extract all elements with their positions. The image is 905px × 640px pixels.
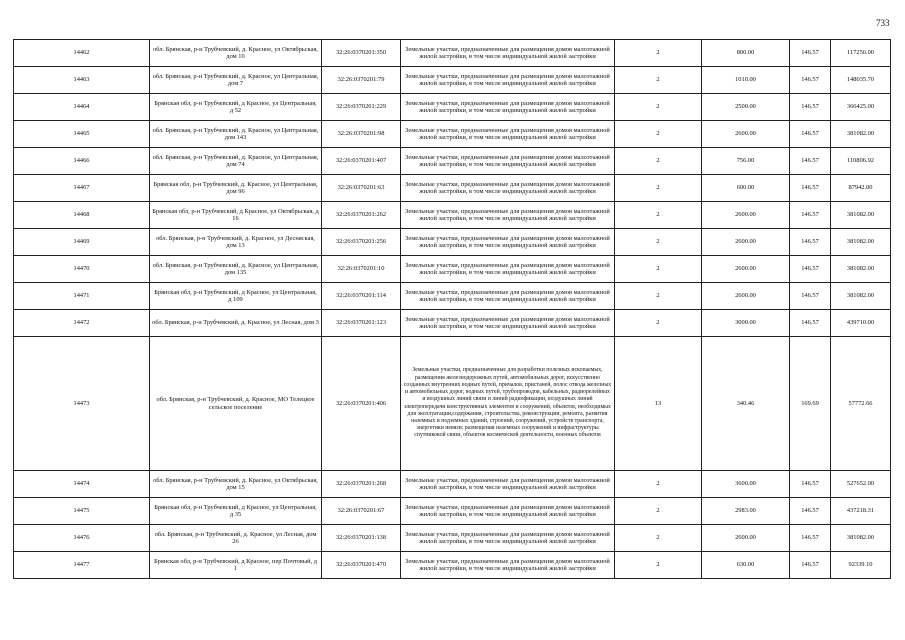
area-cell: 800.00 <box>702 40 790 67</box>
table-row <box>14 94 891 121</box>
area-cell: 2500.00 <box>702 94 790 121</box>
address-cell: обл. Брянская, р-н Трубчевский, д. Красное, ул Десняская, дом 13 <box>150 229 322 256</box>
address-cell: Брянская обл, р-н Трубчевский, д Красное, пер Почтовый, д 1 <box>150 552 322 579</box>
cadastral-value-cell: 117256.00 <box>831 40 891 67</box>
cadastral-number-cell: 32:26:0370201:67 <box>322 498 401 525</box>
area-cell: 2600.00 <box>702 283 790 310</box>
cadastral-number-cell: 32:26:0370201:262 <box>322 202 401 229</box>
record-number-cell: 14469 <box>14 229 150 256</box>
table-row <box>14 40 891 67</box>
rate-cell: 146.57 <box>790 525 831 552</box>
rate-cell: 146.57 <box>790 310 831 337</box>
record-number-cell: 14462 <box>14 40 150 67</box>
area-cell: 2600.00 <box>702 229 790 256</box>
land-use-cell: Земельные участки, предназначенные для размещения домов малоэтажной жилой застройки, в том числе индивидуальной жилой застройки <box>401 67 615 94</box>
use-code-cell: 2 <box>615 498 702 525</box>
cadastral-registry-table <box>13 39 891 579</box>
area-cell: 2600.00 <box>702 256 790 283</box>
cadastral-value-cell: 381082.00 <box>831 525 891 552</box>
rate-cell: 146.57 <box>790 552 831 579</box>
cadastral-value-cell: 92339.10 <box>831 552 891 579</box>
cadastral-number-cell: 32:26:0370201:470 <box>322 552 401 579</box>
table-row <box>14 256 891 283</box>
cadastral-number-cell: 32:26:0370201:256 <box>322 229 401 256</box>
cadastral-number-cell: 32:26:0370201:123 <box>322 310 401 337</box>
cadastral-value-cell: 439710.00 <box>831 310 891 337</box>
cadastral-number-cell: 32:26:0370201:407 <box>322 148 401 175</box>
cadastral-value-cell: 381082.00 <box>831 121 891 148</box>
table-row <box>14 471 891 498</box>
address-cell: обл. Брянская, р-н Трубчевский, д. Красное, МО Телецкое сельское поселение <box>150 337 322 471</box>
land-use-cell: Земельные участки, предназначенные для размещения домов малоэтажной жилой застройки, в том числе индивидуальной жилой застройки <box>401 121 615 148</box>
area-cell: 756.00 <box>702 148 790 175</box>
land-use-cell: Земельные участки, предназначенные для размещения домов малоэтажной жилой застройки, в том числе индивидуальной жилой застройки <box>401 148 615 175</box>
land-use-cell: Земельные участки, предназначенные для размещения домов малоэтажной жилой застройки, в том числе индивидуальной жилой застройки <box>401 310 615 337</box>
rate-cell: 146.57 <box>790 283 831 310</box>
use-code-cell: 2 <box>615 525 702 552</box>
area-cell: 340.46 <box>702 337 790 471</box>
record-number-cell: 14466 <box>14 148 150 175</box>
land-use-cell: Земельные участки, предназначенные для размещения домов малоэтажной жилой застройки, в том числе индивидуальной жилой застройки <box>401 283 615 310</box>
cadastral-number-cell: 32:26:0370201:114 <box>322 283 401 310</box>
use-code-cell: 2 <box>615 148 702 175</box>
use-code-cell: 2 <box>615 202 702 229</box>
address-cell: Брянская обл, р-н Трубчевский, д Красное, ул Центральная, д 109 <box>150 283 322 310</box>
address-cell: обл. Брянская, р-н Трубчевский, д. Красное, ул Центральная, дом 135 <box>150 256 322 283</box>
area-cell: 630.00 <box>702 552 790 579</box>
area-cell: 3000.00 <box>702 310 790 337</box>
rate-cell: 146.57 <box>790 67 831 94</box>
rate-cell: 146.57 <box>790 202 831 229</box>
table-row <box>14 552 891 579</box>
rate-cell: 146.57 <box>790 94 831 121</box>
table-row <box>14 175 891 202</box>
land-use-cell: Земельные участки, предназначенные для размещения домов малоэтажной жилой застройки, в том числе индивидуальной жилой застройки <box>401 40 615 67</box>
use-code-cell: 2 <box>615 283 702 310</box>
cadastral-value-cell: 381082.00 <box>831 256 891 283</box>
use-code-cell: 2 <box>615 552 702 579</box>
record-number-cell: 14475 <box>14 498 150 525</box>
land-use-cell: Земельные участки, предназначенные для размещения домов малоэтажной жилой застройки, в том числе индивидуальной жилой застройки <box>401 256 615 283</box>
cadastral-number-cell: 32:26:0370201:10 <box>322 256 401 283</box>
record-number-cell: 14470 <box>14 256 150 283</box>
rate-cell: 146.57 <box>790 256 831 283</box>
use-code-cell: 2 <box>615 40 702 67</box>
cadastral-value-cell: 87942.00 <box>831 175 891 202</box>
cadastral-value-cell: 366425.00 <box>831 94 891 121</box>
address-cell: Брянская обл, р-н Трубчевский, д Красное, ул Октябрьская, д 16 <box>150 202 322 229</box>
rate-cell: 146.57 <box>790 40 831 67</box>
use-code-cell: 2 <box>615 67 702 94</box>
cadastral-number-cell: 32:26:0370201:63 <box>322 175 401 202</box>
area-cell: 2600.00 <box>702 121 790 148</box>
cadastral-value-cell: 527652.00 <box>831 471 891 498</box>
address-cell: Брянская обл, р-н Трубчевский, д Красное, ул Центральная, д 52 <box>150 94 322 121</box>
record-number-cell: 14464 <box>14 94 150 121</box>
record-number-cell: 14473 <box>14 337 150 471</box>
land-use-cell: Земельные участки, предназначенные для размещения домов малоэтажной жилой застройки, в том числе индивидуальной жилой застройки <box>401 175 615 202</box>
land-use-cell: Земельные участки, предназначенные для разработки полезных ископаемых, размещения железнодорожных путей, автомобильных дорог, искусственно созданных внутренних водных путей, причалов, пристаней, полос отвода железных и автомобильных дорог, водных путей, трубопроводов, кабельных, радиорелейных и воздушных линий связи и линий радиофикации, воздушных линий электропередачи конструктивных элементов и сооружений, объектов, необходимых для эксплуатации,содержания, строительства, реконструкции, ремонта, развития наземных и подземных зданий, строений, сооружений, устройств транспорта, энергетики иевязи; размещения наземных сооружений и инфраструктуры спутниковой связи, объектов космической деятельности, военных объектов <box>401 337 615 471</box>
land-use-cell: Земельные участки, предназначенные для размещения домов малоэтажной жилой застройки, в том числе индивидуальной жилой застройки <box>401 498 615 525</box>
use-code-cell: 2 <box>615 256 702 283</box>
land-use-cell: Земельные участки, предназначенные для размещения домов малоэтажной жилой застройки, в том числе индивидуальной жилой застройки <box>401 94 615 121</box>
record-number-cell: 14463 <box>14 67 150 94</box>
use-code-cell: 2 <box>615 175 702 202</box>
area-cell: 1010.00 <box>702 67 790 94</box>
address-cell: обл. Брянская, р-н Трубчевский, д. Красное, ул Центральная, дом 74 <box>150 148 322 175</box>
cadastral-value-cell: 110806.92 <box>831 148 891 175</box>
use-code-cell: 2 <box>615 471 702 498</box>
cadastral-number-cell: 32:26:0370201:229 <box>322 94 401 121</box>
use-code-cell: 2 <box>615 94 702 121</box>
table-row <box>14 229 891 256</box>
use-code-cell: 2 <box>615 229 702 256</box>
area-cell: 3600.00 <box>702 471 790 498</box>
record-number-cell: 14472 <box>14 310 150 337</box>
record-number-cell: 14471 <box>14 283 150 310</box>
cadastral-number-cell: 32:26:0370201:268 <box>322 471 401 498</box>
rate-cell: 146.57 <box>790 148 831 175</box>
land-use-cell: Земельные участки, предназначенные для размещения домов малоэтажной жилой застройки, в том числе индивидуальной жилой застройки <box>401 229 615 256</box>
address-cell: обл. Брянская, р-н Трубчевский, д. Красное, ул Центральная, дом 143 <box>150 121 322 148</box>
record-number-cell: 14476 <box>14 525 150 552</box>
table-row <box>14 337 891 471</box>
table-row <box>14 121 891 148</box>
address-cell: обл. Брянская, р-н Трубчевский, д. Красное, ул Лесная, дом 26 <box>150 525 322 552</box>
cadastral-value-cell: 381082.00 <box>831 283 891 310</box>
rate-cell: 146.57 <box>790 498 831 525</box>
address-cell: Брянская обл, р-н Трубчевский, д. Красное, ул Центральная, дом 96 <box>150 175 322 202</box>
record-number-cell: 14477 <box>14 552 150 579</box>
land-use-cell: Земельные участки, предназначенные для размещения домов малоэтажной жилой застройки, в том числе индивидуальной жилой застройки <box>401 552 615 579</box>
cadastral-value-cell: 57772.66 <box>831 337 891 471</box>
address-cell: обл. Брянская, р-н Трубчевский, д. Красное, ул Лесная, дом 3 <box>150 310 322 337</box>
record-number-cell: 14465 <box>14 121 150 148</box>
cadastral-number-cell: 32:26:0370201:406 <box>322 337 401 471</box>
use-code-cell: 13 <box>615 337 702 471</box>
table-row <box>14 202 891 229</box>
land-use-cell: Земельные участки, предназначенные для размещения домов малоэтажной жилой застройки, в том числе индивидуальной жилой застройки <box>401 525 615 552</box>
area-cell: 2600.00 <box>702 202 790 229</box>
cadastral-number-cell: 32:26:0370201:98 <box>322 121 401 148</box>
address-cell: обл. Брянская, р-н Трубчевский, д. Красное, ул Центральная, дом 7 <box>150 67 322 94</box>
table-row <box>14 283 891 310</box>
rate-cell: 169.69 <box>790 337 831 471</box>
use-code-cell: 2 <box>615 310 702 337</box>
cadastral-value-cell: 148035.70 <box>831 67 891 94</box>
table-row <box>14 148 891 175</box>
record-number-cell: 14474 <box>14 471 150 498</box>
rate-cell: 146.57 <box>790 121 831 148</box>
area-cell: 2600.00 <box>702 525 790 552</box>
record-number-cell: 14468 <box>14 202 150 229</box>
table-row <box>14 498 891 525</box>
land-use-cell: Земельные участки, предназначенные для размещения домов малоэтажной жилой застройки, в том числе индивидуальной жилой застройки <box>401 202 615 229</box>
table-row <box>14 67 891 94</box>
address-cell: обл. Брянская, р-н Трубчевский, д. Красное, ул Октябрьская, дом 15 <box>150 471 322 498</box>
cadastral-number-cell: 32:26:0370201:350 <box>322 40 401 67</box>
table-row <box>14 525 891 552</box>
cadastral-number-cell: 32:26:0370201:79 <box>322 67 401 94</box>
area-cell: 600.00 <box>702 175 790 202</box>
table-body <box>14 40 891 579</box>
rate-cell: 146.57 <box>790 471 831 498</box>
use-code-cell: 2 <box>615 121 702 148</box>
land-use-cell: Земельные участки, предназначенные для размещения домов малоэтажной жилой застройки, в том числе индивидуальной жилой застройки <box>401 471 615 498</box>
table-row <box>14 310 891 337</box>
rate-cell: 146.57 <box>790 229 831 256</box>
address-cell: обл. Брянская, р-н Трубчевский, д. Красное, ул Октябрьская, дом 10 <box>150 40 322 67</box>
cadastral-number-cell: 32:26:0370201:138 <box>322 525 401 552</box>
cadastral-value-cell: 381082.00 <box>831 202 891 229</box>
area-cell: 2983.00 <box>702 498 790 525</box>
rate-cell: 146.57 <box>790 175 831 202</box>
record-number-cell: 14467 <box>14 175 150 202</box>
cadastral-value-cell: 437218.31 <box>831 498 891 525</box>
cadastral-value-cell: 381082.00 <box>831 229 891 256</box>
page-number: 733 <box>876 18 890 28</box>
address-cell: Брянская обл, р-н Трубчевский, д Красное, ул Центральная, д 35 <box>150 498 322 525</box>
